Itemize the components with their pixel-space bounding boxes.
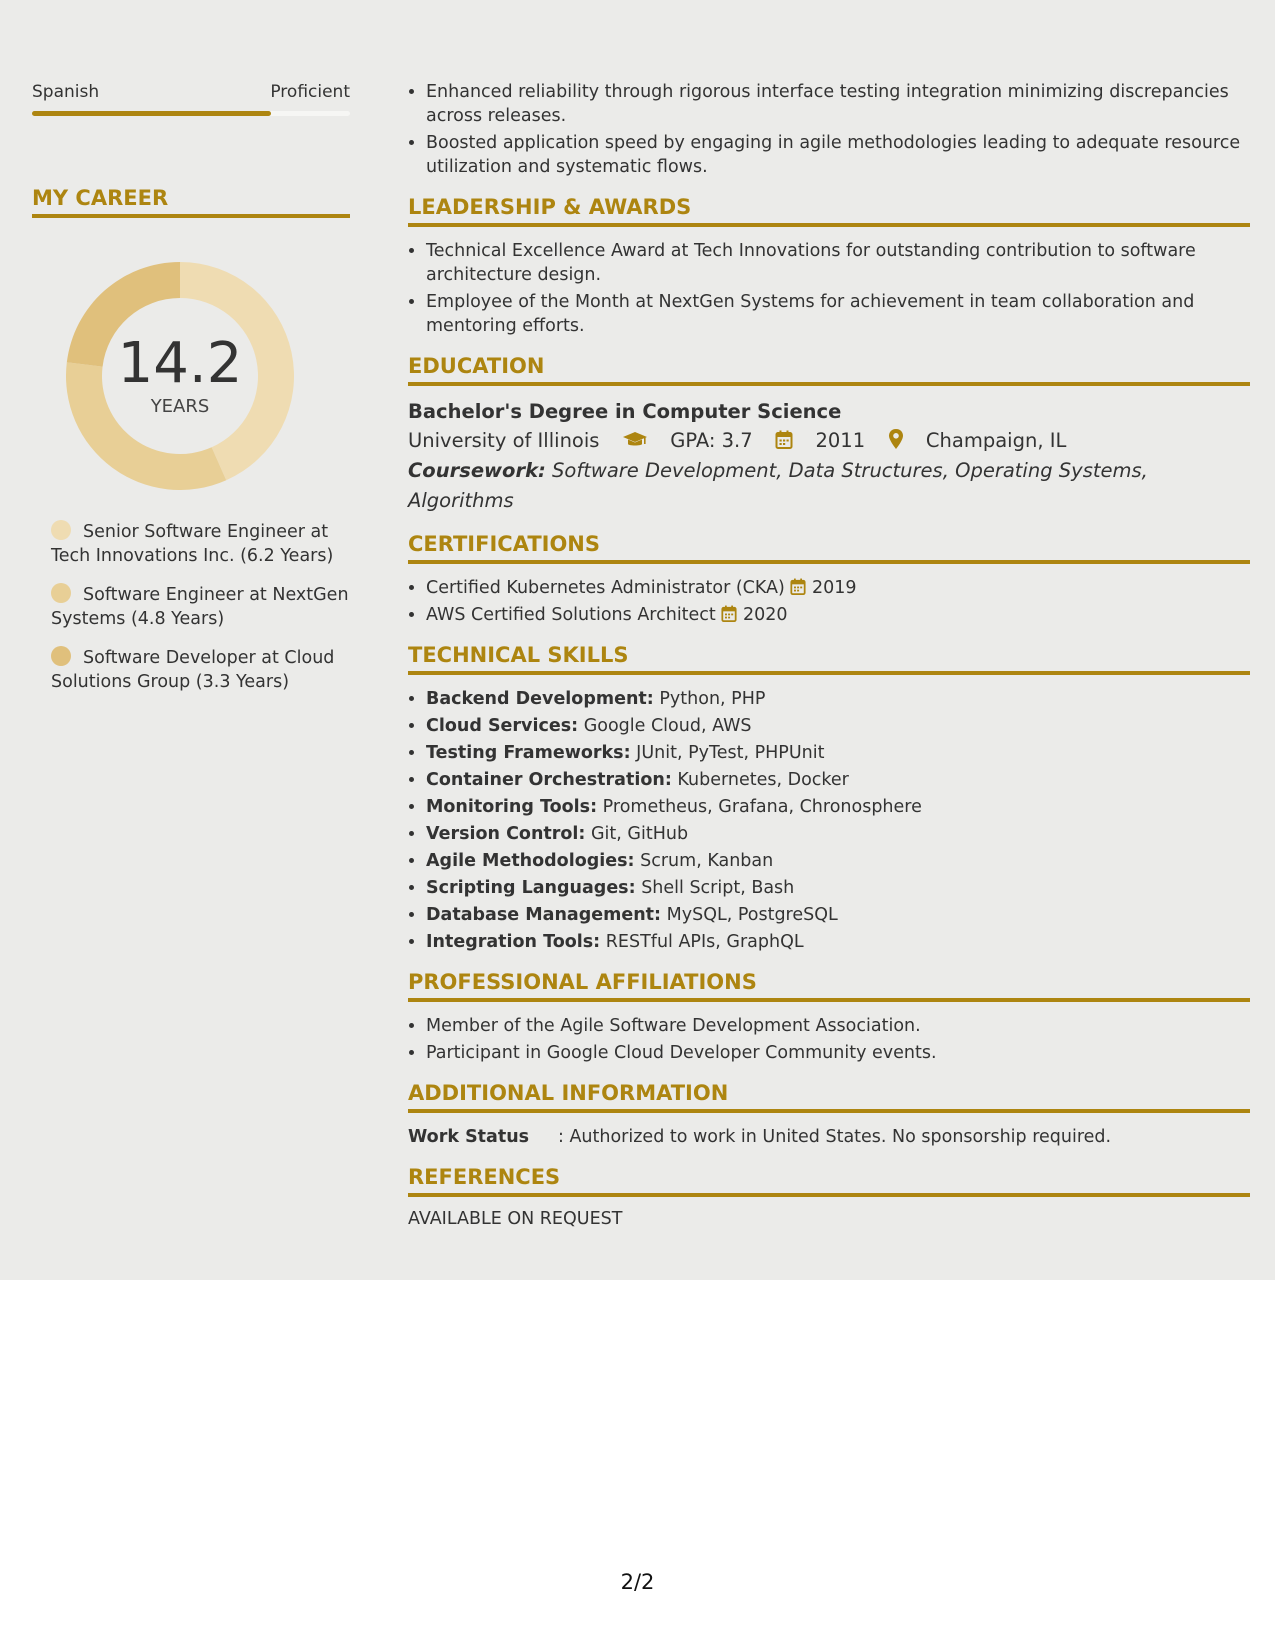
skill-category: Scripting Languages: — [426, 878, 636, 898]
page-number: 2/2 — [620, 1570, 655, 1594]
skill-values: Python, PHP — [659, 689, 766, 709]
main-column — [408, 80, 1250, 1229]
education-gpa: GPA: 3.7 — [670, 429, 753, 452]
skill-category: Monitoring Tools: — [426, 797, 598, 817]
skill-values: Google Cloud, AWS — [583, 716, 752, 736]
work-status-label: Work Status — [408, 1127, 530, 1147]
certifications-list — [408, 576, 1250, 627]
additional-info-section-title: ADDITIONAL INFORMATION — [408, 1081, 1250, 1113]
skill-values: MySQL, PostgreSQL — [666, 905, 838, 925]
language-name: Spanish — [32, 82, 100, 102]
work-status-value: : Authorized to work in United States. No sponsorship required. — [558, 1127, 1112, 1147]
skill-values: Shell Script, Bash — [641, 878, 795, 898]
map-pin-icon — [888, 428, 904, 450]
education-details — [408, 426, 1250, 456]
language-proficiency-bar — [32, 111, 350, 116]
references-text: AVAILABLE ON REQUEST — [408, 1209, 623, 1229]
legend-label: Software Engineer at NextGen Systems (4.8 Years) — [51, 585, 349, 629]
skill-item — [426, 795, 1250, 819]
skill-values: RESTful APIs, GraphQL — [605, 932, 804, 952]
education-location: Champaign, IL — [925, 429, 1067, 452]
skill-item — [426, 876, 1250, 900]
leadership-item: • Technical Excellence Award at Tech Innovations for outstanding contribution to software architecture design. — [426, 239, 1250, 287]
certifications-section-title: CERTIFICATIONS — [408, 532, 1250, 564]
skill-category: Database Management: — [426, 905, 662, 925]
education-section-title: EDUCATION — [408, 354, 1250, 386]
leadership-item: • Employee of the Month at NextGen Systems for achievement in team collaboration and mentoring efforts. — [426, 290, 1250, 338]
calendar-icon — [775, 430, 793, 450]
references-section-title: REFERENCES — [408, 1165, 1250, 1197]
skill-category: Version Control: — [426, 824, 586, 844]
affiliation-item: • Member of the Agile Software Development Association. — [426, 1014, 1250, 1038]
affiliation-item: • Participant in Google Cloud Developer Community events. — [426, 1041, 1250, 1065]
legend-dot — [51, 646, 71, 666]
skill-item — [426, 768, 1250, 792]
certification-item — [426, 576, 1250, 600]
graduation-cap-icon — [622, 430, 648, 450]
experience-bullet: • Enhanced reliability through rigorous interface testing integration minimizing discrepancies across releases. — [426, 80, 1250, 128]
legend-dot — [51, 520, 71, 540]
education-coursework — [408, 456, 1250, 516]
calendar-icon — [721, 605, 737, 623]
skill-item — [426, 903, 1250, 927]
legend-item — [51, 646, 350, 694]
language-level: Proficient — [270, 82, 350, 102]
legend-dot — [51, 583, 71, 603]
education-school: University of Illinois — [408, 429, 600, 452]
calendar-icon — [790, 578, 806, 596]
certification-year: 2019 — [812, 578, 857, 598]
affiliations-list — [408, 1014, 1250, 1065]
work-status-row — [408, 1125, 1250, 1149]
skill-category: Testing Frameworks: — [426, 743, 631, 763]
skill-values: JUnit, PyTest, PHPUnit — [636, 743, 825, 763]
skill-category: Backend Development: — [426, 689, 654, 709]
skills-list — [408, 687, 1250, 954]
legend-item — [51, 583, 350, 631]
skill-item — [426, 930, 1250, 954]
education-year: 2011 — [815, 429, 866, 452]
experience-bullets — [408, 80, 1250, 179]
certification-name: Certified Kubernetes Administrator (CKA) — [426, 578, 785, 598]
skill-item — [426, 822, 1250, 846]
coursework-label: Coursework: — [408, 459, 546, 482]
career-legend — [32, 520, 350, 694]
skill-category: Integration Tools: — [426, 932, 601, 952]
skill-category: Agile Methodologies: — [426, 851, 635, 871]
skill-item — [426, 687, 1250, 711]
career-total-unit: YEARS — [150, 396, 210, 417]
coursework-value: Software Development, Data Structures, Operating Systems, Algorithms — [408, 459, 1148, 512]
language-row — [32, 82, 350, 102]
affiliations-section-title: PROFESSIONAL AFFILIATIONS — [408, 970, 1250, 1002]
skill-values: Git, GitHub — [591, 824, 689, 844]
sidebar — [32, 82, 350, 709]
skill-item — [426, 849, 1250, 873]
certification-item — [426, 603, 1250, 627]
skill-values: Prometheus, Grafana, Chronosphere — [602, 797, 922, 817]
skill-item — [426, 714, 1250, 738]
skill-values: Scrum, Kanban — [640, 851, 774, 871]
language-proficiency-fill — [32, 111, 271, 116]
career-section-title: MY CAREER — [32, 186, 350, 218]
education-degree: Bachelor's Degree in Computer Science — [408, 400, 842, 423]
legend-item — [51, 520, 350, 568]
donut-center — [66, 262, 294, 490]
legend-label: Software Developer at Cloud Solutions Group (3.3 Years) — [51, 648, 335, 692]
career-total-years: 14.2 — [117, 331, 243, 396]
experience-bullet: • Boosted application speed by engaging in agile methodologies leading to adequate resource utilization and systematic flows. — [426, 131, 1250, 179]
skill-category: Container Orchestration: — [426, 770, 672, 790]
skill-item — [426, 741, 1250, 765]
career-donut-chart — [66, 262, 294, 490]
leadership-list — [408, 239, 1250, 338]
legend-label: Senior Software Engineer at Tech Innovations Inc. (6.2 Years) — [51, 522, 334, 566]
skills-section-title: TECHNICAL SKILLS — [408, 643, 1250, 675]
certification-name: AWS Certified Solutions Architect — [426, 605, 716, 625]
leadership-section-title: LEADERSHIP & AWARDS — [408, 195, 1250, 227]
skill-category: Cloud Services: — [426, 716, 579, 736]
certification-year: 2020 — [742, 605, 788, 625]
skill-values: Kubernetes, Docker — [677, 770, 849, 790]
